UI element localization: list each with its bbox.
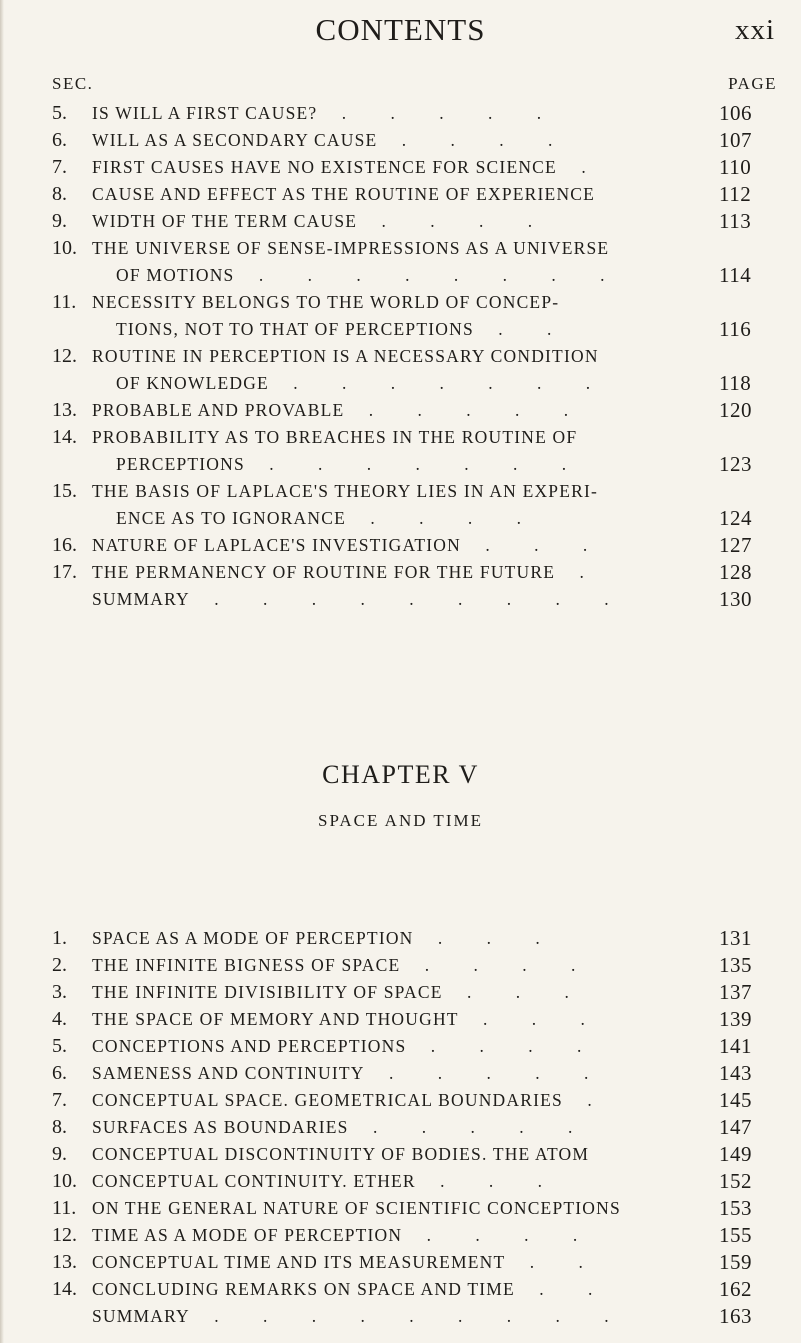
section-title-continuation: [52, 370, 777, 397]
page-column-label: PAGE: [728, 74, 777, 93]
dot-leader: . . . .: [406, 1036, 602, 1056]
section-title: [52, 181, 777, 208]
page-number: 128: [719, 560, 752, 584]
toc-entry: [52, 1087, 777, 1114]
toc-entry: [52, 1249, 777, 1276]
section-number: 9.: [52, 210, 67, 232]
section-title-continuation: [52, 451, 777, 478]
section-number: 7.: [52, 156, 67, 178]
section-number: 4.: [52, 1008, 67, 1030]
section-title: [52, 154, 777, 181]
section-title-continuation: [52, 262, 777, 289]
page-number: 135: [719, 953, 752, 977]
section-title-text: CAUSE AND EFFECT AS THE ROUTINE OF EXPERIENCE: [92, 184, 596, 204]
page-number: 112: [719, 182, 752, 206]
section-title-text: SPACE AS A MODE OF PERCEPTION: [92, 928, 414, 948]
dot-leader: . . . .: [345, 508, 541, 528]
section-title-text: NATURE OF LAPLACE'S INVESTIGATION: [92, 535, 461, 555]
toc-entry: [52, 235, 777, 289]
page-number: 120: [719, 398, 752, 422]
section-title: [52, 343, 777, 370]
dot-leader: . . . .: [377, 130, 573, 150]
toc-entry: [52, 1276, 777, 1303]
toc-entry: [52, 154, 777, 181]
toc-entry: [52, 478, 777, 532]
page-number: 163: [719, 1304, 752, 1328]
section-number: 16.: [52, 534, 77, 556]
section-title: [52, 1114, 777, 1141]
section-title: [52, 1303, 777, 1330]
toc-entry: [52, 532, 777, 559]
section-title-text: SURFACES AS BOUNDARIES: [92, 1117, 349, 1137]
page-number: 106: [719, 101, 752, 125]
dot-leader: . . . . .: [317, 103, 562, 123]
section-title: [52, 1087, 777, 1114]
section-title: [52, 1195, 777, 1222]
section-title-text: THE BASIS OF LAPLACE'S THEORY LIES IN AN EXPERI-: [92, 481, 599, 501]
running-title: CONTENTS: [315, 12, 486, 47]
page-number: 118: [719, 371, 752, 395]
section-title: [52, 100, 777, 127]
dot-leader: .: [555, 562, 604, 582]
page-number: 124: [719, 506, 752, 530]
page-number: 131: [719, 926, 752, 950]
dot-leader: . .: [473, 319, 572, 339]
page-number: 107: [719, 128, 752, 152]
dot-leader: .: [556, 157, 606, 177]
page-number: 116: [719, 317, 752, 341]
toc-entry: [52, 343, 777, 397]
section-title: [52, 1060, 777, 1087]
section-title-text: THE UNIVERSE OF SENSE-IMPRESSIONS AS A UNIVERSE: [92, 238, 610, 258]
section-title-text: CONCEPTUAL CONTINUITY. ETHER: [92, 1171, 416, 1191]
dot-leader: .: [562, 1090, 612, 1110]
section-title-text: WILL AS A SECONDARY CAUSE: [92, 130, 378, 150]
section-title-text: OF KNOWLEDGE: [116, 373, 269, 393]
section-title: [52, 127, 777, 154]
dot-leader: . . .: [413, 928, 560, 948]
section-number: 11.: [52, 1197, 77, 1219]
toc-entry: [52, 979, 777, 1006]
section-number: 10.: [52, 1170, 77, 1192]
section-title-continuation: [52, 505, 777, 532]
running-head: [0, 12, 801, 52]
section-title-text: ENCE AS TO IGNORANCE: [116, 508, 346, 528]
section-number: 5.: [52, 1035, 67, 1057]
section-number: 15.: [52, 480, 77, 502]
page-number: 114: [719, 263, 752, 287]
page-number: 143: [719, 1061, 752, 1085]
toc-entry: [52, 100, 777, 127]
section-title: [52, 235, 777, 262]
section-title-text: NECESSITY BELONGS TO THE WORLD OF CONCEP-: [92, 292, 560, 312]
section-title-text: SUMMARY: [92, 589, 190, 609]
toc-entry: [52, 952, 777, 979]
section-title-continuation: [52, 316, 777, 343]
section-number: 13.: [52, 399, 77, 421]
toc-chapter-v: [52, 925, 777, 1330]
section-number: 8.: [52, 183, 67, 205]
page-number: 127: [719, 533, 752, 557]
section-title-text: PROBABLE AND PROVABLE: [92, 400, 345, 420]
toc-entry: [52, 925, 777, 952]
section-title-text: WIDTH OF THE TERM CAUSE: [92, 211, 358, 231]
section-number: 6.: [52, 129, 67, 151]
toc-entry: [52, 1060, 777, 1087]
section-number: 5.: [52, 102, 67, 124]
section-title-text: CONCEPTUAL TIME AND ITS MEASUREMENT: [92, 1252, 506, 1272]
dot-leader: . . . . .: [364, 1063, 609, 1083]
section-title: [52, 1276, 777, 1303]
page-number: 110: [719, 155, 752, 179]
section-title-text: THE INFINITE DIVISIBILITY OF SPACE: [92, 982, 443, 1002]
section-title-text: SAMENESS AND CONTINUITY: [92, 1063, 365, 1083]
toc-entry: [52, 1222, 777, 1249]
dot-leader: . . .: [442, 982, 589, 1002]
toc-entry: [52, 397, 777, 424]
dot-leader: . . . . . . . . .: [189, 1306, 629, 1326]
section-title-text: THE PERMANENCY OF ROUTINE FOR THE FUTURE: [92, 562, 556, 582]
section-title: [52, 1006, 777, 1033]
dot-leader: . . .: [458, 1009, 605, 1029]
page-number: 130: [719, 587, 752, 611]
section-number: 14.: [52, 426, 77, 448]
page-number: 141: [719, 1034, 752, 1058]
section-title-text: CONCEPTUAL DISCONTINUITY OF BODIES. THE ATOM: [92, 1144, 590, 1164]
section-title: [52, 424, 777, 451]
toc-entry: [52, 127, 777, 154]
section-column-label: SEC.: [52, 74, 94, 93]
section-title-text: TIME AS A MODE OF PERCEPTION: [92, 1225, 403, 1245]
section-title: [52, 1168, 777, 1195]
page-number: 159: [719, 1250, 752, 1274]
section-number: 12.: [52, 345, 77, 367]
section-title: [52, 1249, 777, 1276]
section-number: 17.: [52, 561, 77, 583]
page-gutter-shadow: [0, 0, 4, 1343]
dot-leader: . . .: [460, 535, 608, 555]
section-title-text: CONCLUDING REMARKS ON SPACE AND TIME: [92, 1279, 515, 1299]
dot-leader: . .: [514, 1279, 613, 1299]
toc-entry: [52, 424, 777, 478]
dot-leader: . . . .: [357, 211, 553, 231]
section-number: 8.: [52, 1116, 67, 1138]
dot-leader: . . . . . . .: [244, 454, 587, 474]
section-title: [52, 1222, 777, 1249]
section-number: 2.: [52, 954, 67, 976]
section-title: [52, 952, 777, 979]
toc-entry: [52, 289, 777, 343]
section-title-text: THE INFINITE BIGNESS OF SPACE: [92, 955, 401, 975]
section-title-text: THE SPACE OF MEMORY AND THOUGHT: [92, 1009, 459, 1029]
column-headers: [52, 74, 777, 96]
section-number: 11.: [52, 291, 77, 313]
section-title-text: ON THE GENERAL NATURE OF SCIENTIFIC CONCEPTIONS: [92, 1198, 621, 1218]
toc-entry: [52, 1006, 777, 1033]
section-number: 7.: [52, 1089, 67, 1111]
section-title-text: PERCEPTIONS: [116, 454, 245, 474]
page-number: 162: [719, 1277, 752, 1301]
page-number: 147: [719, 1115, 752, 1139]
toc-entry: [52, 1303, 777, 1330]
page-number: 149: [719, 1142, 752, 1166]
toc-entry: [52, 1195, 777, 1222]
section-title: [52, 208, 777, 235]
dot-leader: . .: [505, 1252, 603, 1272]
section-title: [52, 478, 777, 505]
section-title: [52, 559, 777, 586]
dot-leader: . . . .: [400, 955, 596, 975]
page-folio: xxi: [734, 14, 775, 46]
chapter-heading: CHAPTER V: [322, 760, 479, 789]
section-title-text: CONCEPTUAL SPACE. GEOMETRICAL BOUNDARIES: [92, 1090, 563, 1110]
section-number: 14.: [52, 1278, 77, 1300]
page-number: 113: [719, 209, 752, 233]
section-title: [52, 979, 777, 1006]
section-title-text: IS WILL A FIRST CAUSE?: [92, 103, 318, 123]
toc-entry: [52, 208, 777, 235]
section-title-text: PROBABILITY AS TO BREACHES IN THE ROUTINE OF: [92, 427, 578, 447]
section-number: 10.: [52, 237, 77, 259]
section-number: 13.: [52, 1251, 77, 1273]
section-title: [52, 289, 777, 316]
section-title: [52, 586, 777, 613]
toc-entry: [52, 1168, 777, 1195]
page-number: 145: [719, 1088, 752, 1112]
chapter-subtitle: SPACE AND TIME: [318, 811, 483, 830]
toc-entry: [52, 1114, 777, 1141]
section-title-text: FIRST CAUSES HAVE NO EXISTENCE FOR SCIENCE: [92, 157, 557, 177]
dot-leader: . . . . . . . .: [234, 265, 625, 285]
page-number: 137: [719, 980, 752, 1004]
toc-entry: [52, 1033, 777, 1060]
section-number: 12.: [52, 1224, 77, 1246]
section-title: [52, 532, 777, 559]
section-title: [52, 925, 777, 952]
page-number: 139: [719, 1007, 752, 1031]
section-title: [52, 1141, 777, 1168]
section-number: 3.: [52, 981, 67, 1003]
dot-leader: . . . . .: [344, 400, 589, 420]
toc-entry: [52, 181, 777, 208]
section-title-text: ROUTINE IN PERCEPTION IS A NECESSARY CONDITION: [92, 346, 599, 366]
section-title-text: TIONS, NOT TO THAT OF PERCEPTIONS: [116, 319, 474, 339]
toc-entry: [52, 586, 777, 613]
section-number: 1.: [52, 927, 67, 949]
dot-leader: . . . . . . .: [268, 373, 611, 393]
dot-leader: . . . .: [402, 1225, 598, 1245]
section-title: [52, 1033, 777, 1060]
section-title-text: CONCEPTIONS AND PERCEPTIONS: [92, 1036, 407, 1056]
section-title-text: SUMMARY: [92, 1306, 190, 1326]
section-number: 9.: [52, 1143, 67, 1165]
dot-leader: . . . . .: [348, 1117, 593, 1137]
toc-entry: [52, 559, 777, 586]
section-title-text: OF MOTIONS: [116, 265, 235, 285]
toc-chapter-iv-continued: [52, 100, 777, 613]
dot-leader: . . .: [415, 1171, 563, 1191]
dot-leader: . . . . . . . . .: [189, 589, 629, 609]
toc-entry: [52, 1141, 777, 1168]
page-number: 155: [719, 1223, 752, 1247]
page-number: 153: [719, 1196, 752, 1220]
page-number: 123: [719, 452, 752, 476]
section-title: [52, 397, 777, 424]
section-number: 6.: [52, 1062, 67, 1084]
page-number: 152: [719, 1169, 752, 1193]
